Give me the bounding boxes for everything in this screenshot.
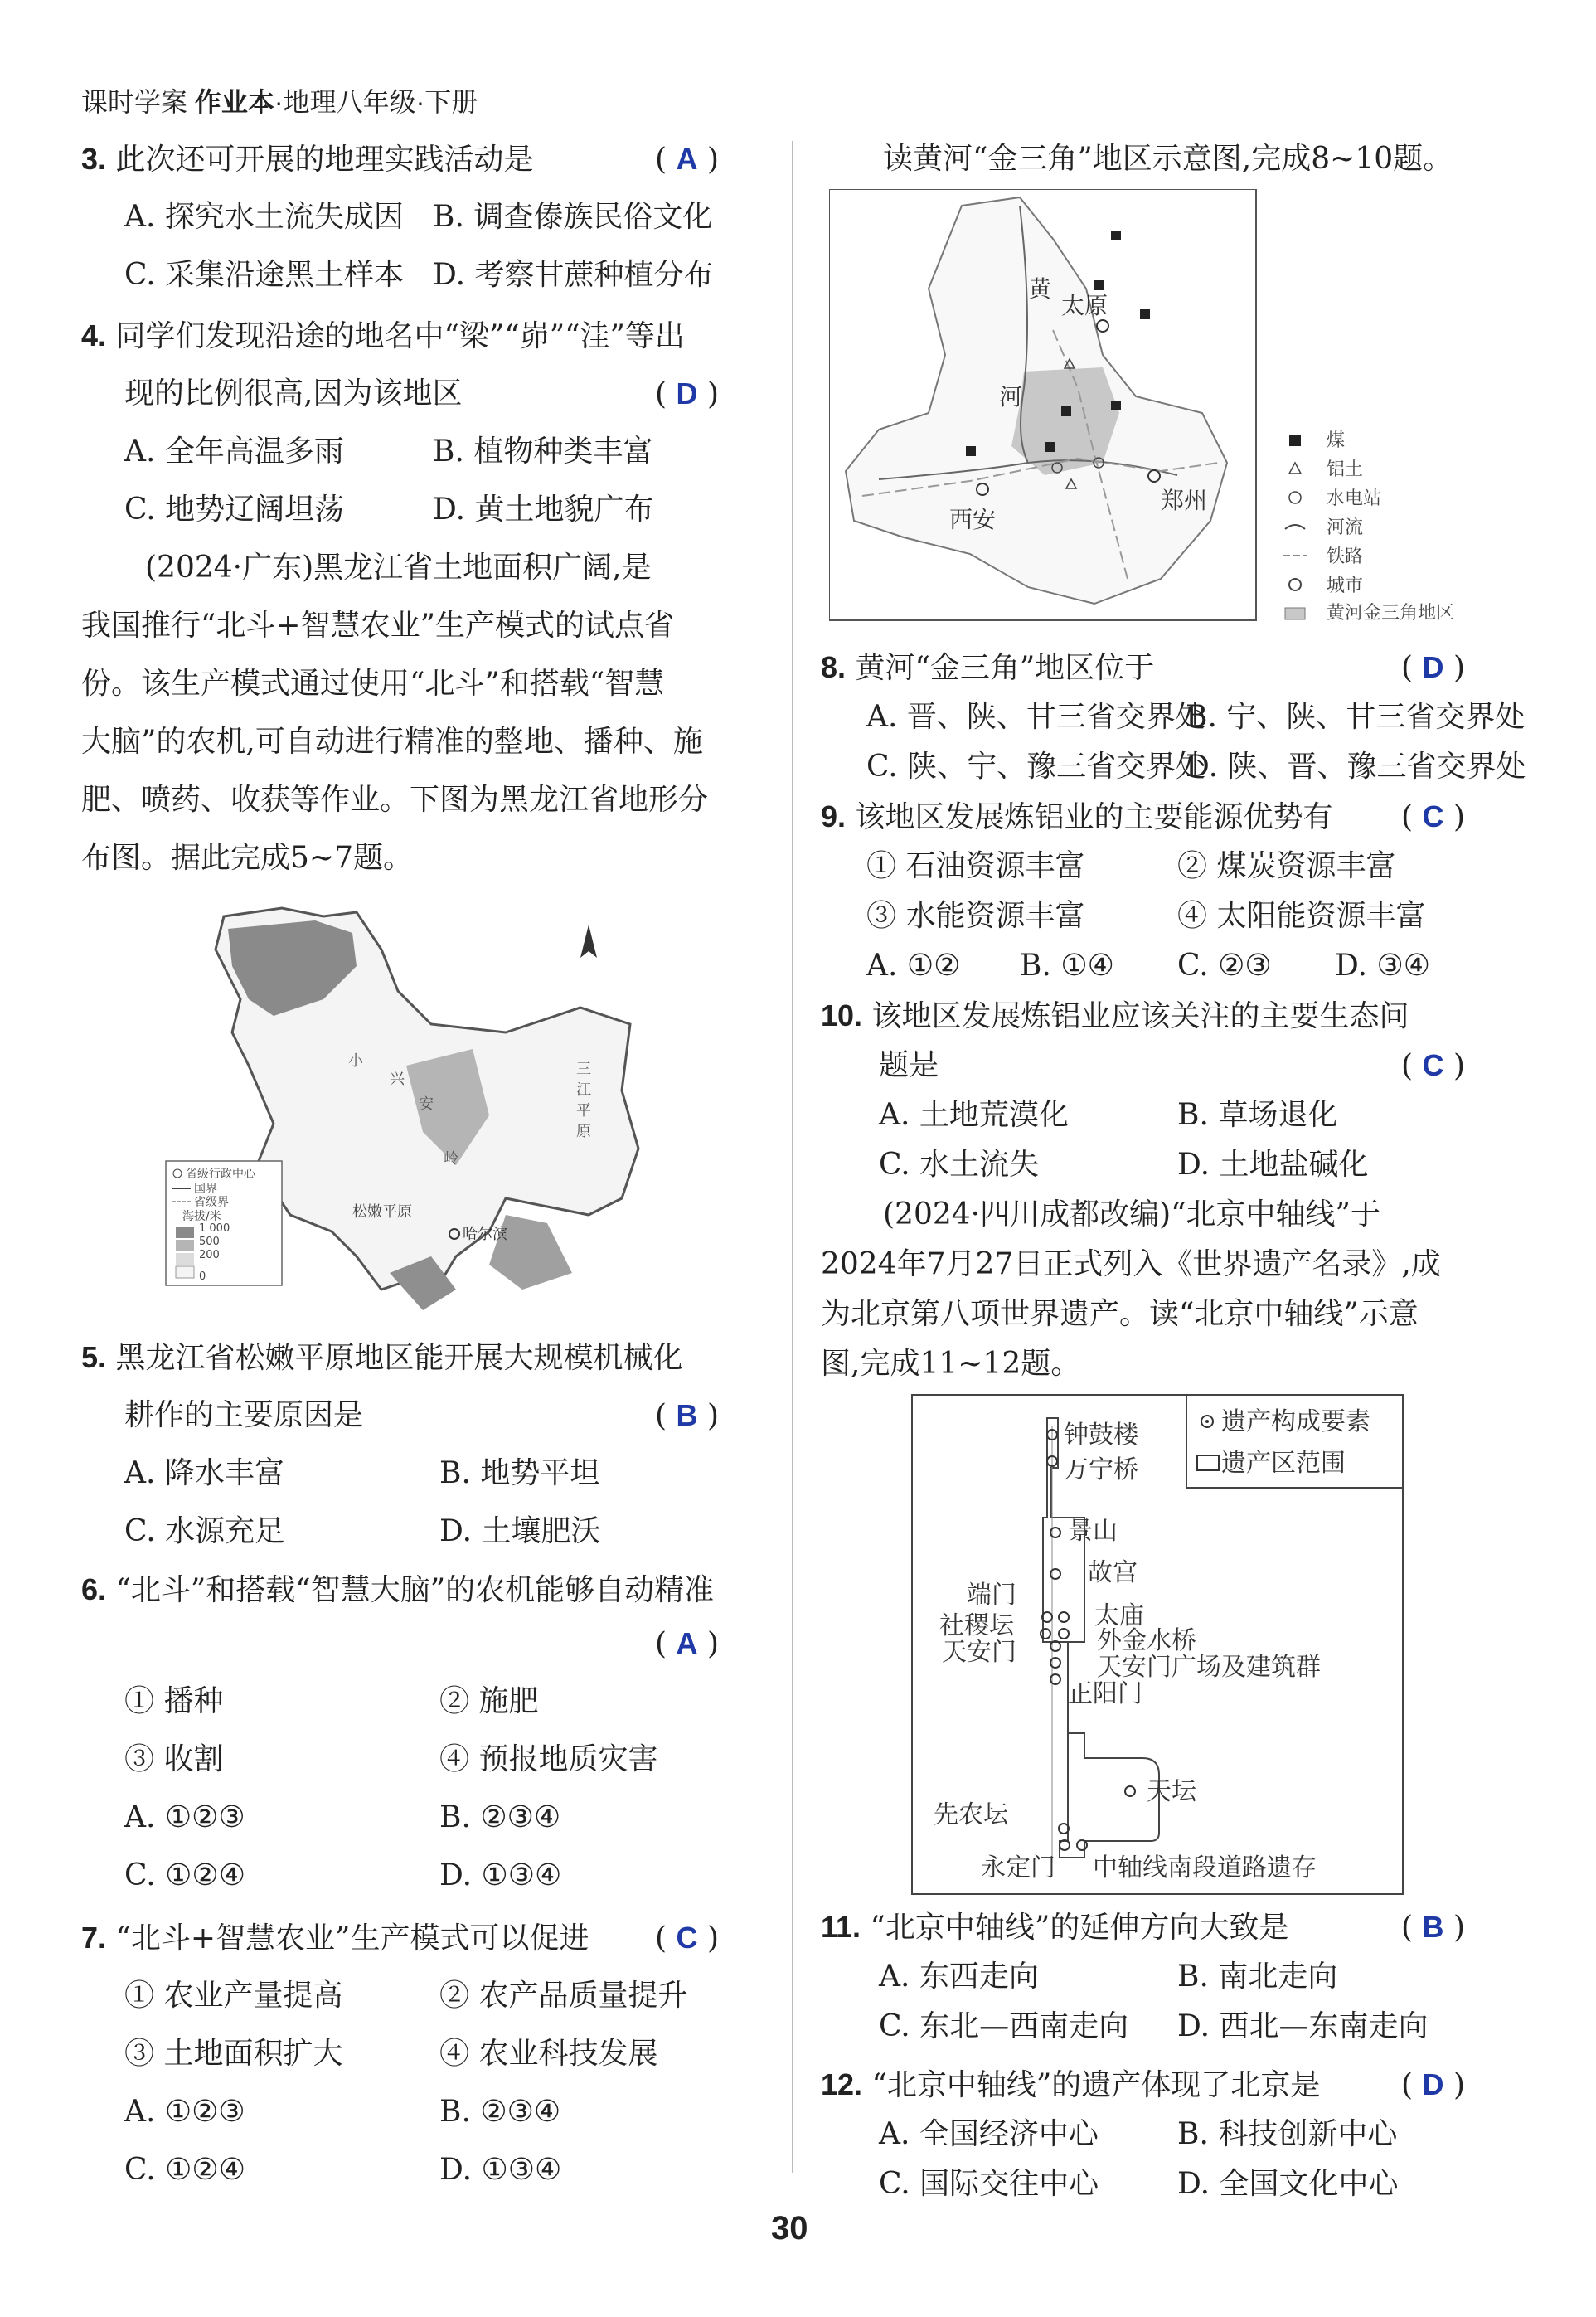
q11-option-d: D. 西北—东南走向: [1177, 2009, 1429, 2043]
legend-swatch-200: [176, 1253, 194, 1265]
map-label-xing: 兴: [390, 1071, 405, 1088]
map-label-harbin: 哈尔滨: [463, 1226, 507, 1243]
q6-number: 6.: [81, 1572, 107, 1606]
q4-text-2: 现的比例很高,因为该地区: [124, 376, 463, 410]
q5-answer-value: B: [676, 1398, 698, 1432]
label-sheji-altar: 社稷坛: [939, 1611, 1014, 1640]
q9-answer-value: C: [1422, 799, 1444, 833]
q6-item-1: ① 播种: [124, 1684, 224, 1718]
q10-number: 10.: [821, 998, 863, 1032]
q7-option-c: C. ①②④: [124, 2153, 245, 2187]
q7-item-1: ① 农业产量提高: [124, 1979, 343, 2013]
q5-option-c: C. 水源充足: [124, 1514, 285, 1548]
q7-answer-value: C: [676, 1921, 698, 1955]
intro5-line5: 肥、喷药、收获等作业。下图为黑龙江省地形分: [81, 783, 709, 817]
q5-text-1: 黑龙江省松嫩平原地区能开展大规模机械化: [115, 1341, 683, 1375]
legend-value-0: 0: [199, 1270, 206, 1283]
label-forbidden-city: 故宫: [1088, 1558, 1138, 1587]
q3-option-a: A. 探究水土流失成因: [124, 200, 404, 234]
q10-answer-value: C: [1422, 1048, 1444, 1082]
q6-stem: [81, 1571, 714, 1609]
legend-bauxite-label: 铝土: [1327, 459, 1364, 480]
q5-answer: ( B ): [655, 1398, 719, 1433]
q9-option-d: D. ③④: [1335, 949, 1431, 983]
q6-option-b: B. ②③④: [439, 1800, 561, 1834]
q7-item-2: ② 农产品质量提升: [439, 1979, 688, 2013]
q11-option-a: A. 东西走向: [879, 1960, 1039, 1994]
q8-answer: ( D ): [1401, 650, 1465, 685]
map-label-ling: 岭: [444, 1150, 458, 1168]
q5-option-a: A. 降水丰富: [124, 1456, 284, 1490]
q8-option-b: B. 宁、陕、甘三省交界处: [1186, 700, 1526, 734]
q6-option-d: D. ①③④: [439, 1858, 562, 1892]
coal-icon: [1045, 442, 1055, 452]
north-arrow-icon: [580, 925, 597, 958]
q12-option-b: B. 科技创新中心: [1177, 2117, 1398, 2151]
q4-option-d: D. 黄土地貌广布: [433, 493, 654, 527]
q8-option-d: D. 陕、晋、豫三省交界处: [1186, 750, 1526, 784]
label-tiananmen: 天安门: [942, 1638, 1016, 1667]
coal-icon: [1061, 406, 1071, 416]
q3-option-c: C. 采集沿途黑土样本: [124, 258, 405, 292]
q10-answer: ( C ): [1401, 1048, 1465, 1083]
legend-bauxite-icon: [1289, 463, 1301, 474]
q7-option-a: A. ①②③: [124, 2095, 245, 2129]
q11-answer: ( B ): [1401, 1910, 1465, 1945]
coal-icon: [1111, 401, 1121, 410]
intro5-line2: 我国推行“北斗+智慧农业”生产模式的试点省: [81, 609, 674, 643]
intro5-line3: 份。该生产模式通过使用“北斗”和搭载“智慧: [81, 667, 665, 701]
legend-value-500: 500: [199, 1236, 220, 1248]
column-divider: [792, 141, 793, 2173]
legend-value-1000: 1 000: [199, 1222, 230, 1235]
q3-option-b: B. 调查傣族民俗文化: [433, 200, 713, 234]
q12-option-c: C. 国际交往中心: [879, 2167, 1099, 2201]
q5-option-b: B. 地势平坦: [439, 1456, 600, 1490]
q4-option-b: B. 植物种类丰富: [433, 435, 653, 469]
q9-option-b: B. ①④: [1020, 949, 1114, 983]
q11-text: “北京中轴线”的延伸方向大致是: [870, 1911, 1289, 1945]
q9-option-c: C. ②③: [1177, 949, 1272, 983]
label-duanmen: 端门: [967, 1581, 1016, 1610]
legend-hydropower-icon: [1289, 492, 1301, 503]
intro5-line6: 布图。据此完成5~7题。: [81, 841, 413, 875]
label-bell-drum-tower: 钟鼓楼: [1064, 1421, 1138, 1450]
q5-number: 5.: [81, 1340, 107, 1374]
q6-answer-value: A: [676, 1626, 698, 1660]
q10-option-c: C. 水土流失: [879, 1148, 1040, 1182]
legend-railway-label: 铁路: [1327, 546, 1364, 567]
legend-coal-label: 煤: [1327, 430, 1346, 451]
map-label-songnen-plain: 松嫩平原: [352, 1203, 412, 1221]
q7-text: “北斗+智慧农业”生产模式可以促进: [115, 1921, 589, 1955]
map-label-ping: 平: [576, 1102, 591, 1120]
q6-item-4: ④ 预报地质灾害: [439, 1742, 658, 1776]
legend-zone-swatch: [1197, 1455, 1219, 1470]
q12-text: “北京中轴线”的遗产体现了北京是: [871, 2068, 1321, 2102]
beijing-central-axis-map: [910, 1393, 1408, 1899]
q10-text-1: 该地区发展炼铝业应该关注的主要生态问: [871, 999, 1409, 1033]
map-label-an: 安: [419, 1095, 434, 1113]
q9-option-a: A. ①②: [866, 949, 961, 983]
page-header: [81, 81, 478, 119]
q4-answer-value: D: [676, 376, 698, 410]
label-he: 河: [999, 383, 1023, 410]
legend-province-label: 省级界: [194, 1196, 229, 1209]
q9-item-1: ① 石油资源丰富: [866, 849, 1085, 883]
label-temple-of-heaven: 天坛: [1147, 1777, 1196, 1806]
q6-answer: ( A ): [655, 1626, 719, 1661]
label-huang: 黄: [1028, 275, 1052, 303]
q12-option-d: D. 全国文化中心: [1177, 2167, 1399, 2201]
q7-option-d: D. ①③④: [439, 2153, 562, 2187]
q3-option-d: D. 考察甘蔗种植分布: [433, 258, 714, 292]
q9-stem: [821, 799, 1333, 836]
legend-zone-label: 遗产区范围: [1221, 1449, 1346, 1478]
legend-swatch-500: [176, 1240, 194, 1251]
intro5-line4: 大脑”的农机,可自动进行精准的整地、播种、施: [81, 725, 703, 759]
header-title-c: ·地理八年级·下册: [274, 87, 478, 117]
label-zhengyangmen: 正阳门: [1068, 1679, 1142, 1708]
q10-option-a: A. 土地荒漠化: [879, 1098, 1069, 1132]
q7-item-4: ④ 农业科技发展: [439, 2037, 658, 2071]
q5-text-2: 耕作的主要原因是: [124, 1398, 364, 1432]
legend-value-200: 200: [199, 1249, 220, 1261]
legend-border-label: 国界: [194, 1183, 217, 1196]
yellow-river-golden-triangle-map: [829, 189, 1509, 629]
q9-number: 9.: [821, 799, 847, 833]
q11-number: 11.: [821, 1910, 861, 1944]
legend-heritage-dot: [1205, 1420, 1209, 1423]
label-taimiao: 太庙: [1094, 1601, 1144, 1630]
page-number: 30: [771, 2210, 808, 2247]
legend-swatch-1000: [176, 1227, 194, 1238]
header-title-b: 作业本: [194, 87, 274, 117]
coal-icon: [966, 446, 976, 456]
label-xian: 西安: [949, 506, 997, 533]
legend-river-icon: [1285, 525, 1305, 529]
map-label-san: 三: [576, 1061, 591, 1078]
q5-stem: [81, 1339, 683, 1377]
q3-answer-value: A: [676, 142, 698, 176]
q9-item-2: ② 煤炭资源丰富: [1177, 849, 1396, 883]
legend-city-label: 城市: [1327, 576, 1364, 596]
map-label-yuan: 原: [576, 1123, 591, 1140]
q4-answer: ( D ): [655, 376, 719, 411]
legend-area-swatch: [1285, 608, 1305, 619]
legend-heritage-label: 遗产构成要素: [1221, 1407, 1370, 1436]
q6-option-c: C. ①②④: [124, 1858, 245, 1892]
q3-answer: ( A ): [655, 142, 719, 177]
label-south-road-remains: 中轴线南段道路遗存: [1093, 1853, 1317, 1882]
q12-stem: [821, 2067, 1320, 2104]
q4-number: 4.: [81, 318, 107, 352]
legend-city-icon: [1289, 579, 1301, 590]
q3-number: 3.: [81, 142, 107, 176]
golden-triangle-area: [1011, 367, 1119, 475]
q9-item-3: ③ 水能资源丰富: [866, 899, 1085, 933]
label-wanning-bridge: 万宁桥: [1064, 1455, 1138, 1484]
q11-option-b: B. 南北走向: [1177, 1960, 1338, 1994]
q7-answer: ( C ): [655, 1921, 719, 1955]
q8-stem: [821, 649, 1154, 687]
q12-answer: ( D ): [1401, 2067, 1465, 2102]
q9-answer: ( C ): [1401, 799, 1465, 834]
q7-item-3: ③ 土地面积扩大: [124, 2037, 343, 2071]
q9-item-4: ④ 太阳能资源丰富: [1177, 899, 1426, 933]
q3-stem: [81, 141, 534, 178]
label-xiannong-altar: 先农坛: [934, 1800, 1008, 1829]
q8-text: 黄河“金三角”地区位于: [855, 651, 1155, 685]
heilongjiang-terrain-map: [158, 900, 688, 1314]
q6-option-a: A. ①②③: [124, 1800, 245, 1834]
coal-icon: [1094, 280, 1104, 290]
label-yongdingmen: 永定门: [981, 1853, 1055, 1882]
intro11-line2: 2024年7月27日正式列入《世界遗产名录》,成: [821, 1247, 1441, 1281]
legend-coal-icon: [1289, 435, 1301, 446]
coal-icon: [1140, 309, 1150, 319]
legend-river-label: 河流: [1327, 517, 1364, 538]
label-zhengzhou: 郑州: [1161, 487, 1208, 514]
q4-option-c: C. 地势辽阔坦荡: [124, 493, 345, 527]
q10-stem: [821, 998, 1409, 1035]
q12-option-a: A. 全国经济中心: [879, 2117, 1099, 2151]
intro5-line1: (2024·广东)黑龙江省土地面积广阔,是: [145, 551, 652, 585]
q7-number: 7.: [81, 1921, 107, 1955]
q7-stem: [81, 1920, 589, 1957]
intro11-line4: 图,完成11~12题。: [821, 1347, 1081, 1381]
q8-option-c: C. 陕、宁、豫三省交界处: [866, 750, 1206, 784]
q3-text: 此次还可开展的地理实践活动是: [115, 143, 534, 177]
legend-elevation-label: 海拔/米: [182, 1210, 221, 1223]
q11-stem: [821, 1909, 1288, 1946]
q12-answer-value: D: [1422, 2067, 1444, 2101]
legend-hydropower-label: 水电站: [1327, 488, 1382, 509]
q12-number: 12.: [821, 2067, 863, 2101]
legend-swatch-0: [176, 1266, 194, 1278]
label-jingshan: 景山: [1068, 1517, 1118, 1546]
q5-option-d: D. 土壤肥沃: [439, 1514, 601, 1548]
q7-option-b: B. ②③④: [439, 2095, 561, 2129]
intro11-line1: (2024·四川成都改编)“北京中轴线”于: [883, 1197, 1380, 1231]
legend-area-label: 黄河金三角地区: [1327, 603, 1455, 624]
q6-text: “北斗”和搭载“智慧大脑”的农机能够自动精准: [115, 1573, 715, 1607]
label-taiyuan: 太原: [1061, 292, 1108, 319]
intro11-line3: 为北京第八项世界遗产。读“北京中轴线”示意: [821, 1297, 1419, 1331]
legend-capital-label: 省级行政中心: [186, 1168, 255, 1181]
q4-option-a: A. 全年高温多雨: [124, 435, 344, 469]
q6-item-2: ② 施肥: [439, 1684, 539, 1718]
q10-option-b: B. 草场退化: [1177, 1098, 1338, 1132]
q10-text-2: 题是: [879, 1048, 939, 1082]
q6-item-3: ③ 收割: [124, 1742, 224, 1776]
q9-text: 该地区发展炼铝业的主要能源优势有: [855, 800, 1333, 834]
q8-option-a: A. 晋、陕、甘三省交界处: [866, 700, 1205, 734]
q11-answer-value: B: [1422, 1910, 1444, 1944]
q8-answer-value: D: [1422, 650, 1444, 684]
q4-stem: [81, 318, 685, 355]
map-label-xiao: 小: [348, 1052, 363, 1070]
q8-number: 8.: [821, 650, 847, 684]
q11-option-c: C. 东北—西南走向: [879, 2009, 1129, 2043]
label-tiananmen-square: 天安门广场及建筑群: [1097, 1653, 1321, 1682]
coal-icon: [1111, 231, 1121, 240]
intro8-line1: 读黄河“金三角”地区示意图,完成8~10题。: [883, 142, 1453, 176]
map-label-jiang: 江: [576, 1081, 591, 1099]
q10-option-d: D. 土地盐碱化: [1177, 1148, 1369, 1182]
q4-text-1: 同学们发现沿途的地名中“梁”“峁”“洼”等出: [115, 319, 685, 353]
label-outer-jinshui-bridge: 外金水桥: [1097, 1626, 1196, 1655]
header-title-a: 课时学案: [81, 87, 188, 117]
